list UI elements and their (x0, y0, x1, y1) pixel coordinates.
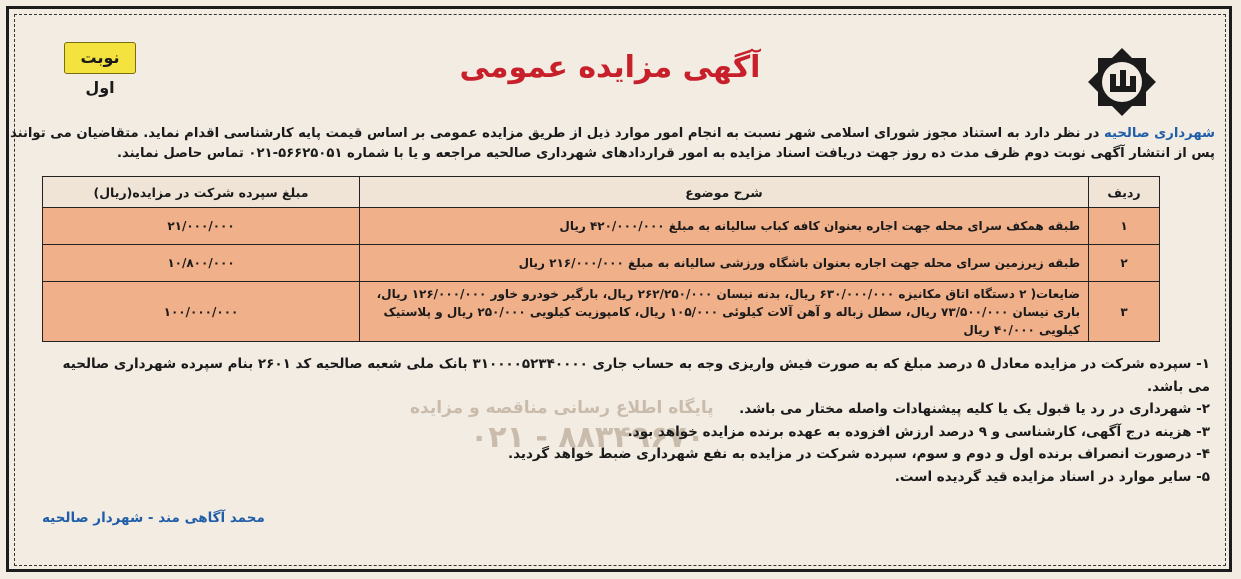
row-deposit-amount: ۱۰/۸۰۰/۰۰۰ (43, 245, 360, 282)
condition-item: ۳- هزینه درج آگهی، کارشناسی و ۹ درصد ارزش افزوده به عهده برنده مزایده خواهد بود. (627, 423, 1210, 440)
notice-title: آگهی مزایده عمومی (459, 50, 761, 85)
intro-line-1-text: در نظر دارد به استناد مجوز شورای اسلامی شهر نسبت به انجام امور موارد ذیل از طریق مزایده عمومی بر اساس قیمت پایه کارشناسی اقدام نماید. متقاضیان می توانند (9, 126, 1105, 141)
row-deposit-amount: ۲۱/۰۰۰/۰۰۰ (43, 208, 360, 245)
table-row (43, 208, 1160, 245)
condition-item: می باشد. (1146, 378, 1210, 395)
conditions-list (40, 353, 1210, 488)
table-row (43, 245, 1160, 282)
row-number: ۲ (1089, 245, 1160, 282)
row-description: ضایعات( ۲ دستگاه اتاق مکانیزه ۶۳۰/۰۰۰/۰۰۰ ریال، بدنه نیسان ۲۶۲/۲۵۰/۰۰۰ ریال، بارگیر خودرو خاور ۱۲۶/۰۰۰/۰۰۰ ریال، باری نیسان ۷۳/۵۰۰/۰۰۰ ریال، سطل زباله و آهن آلات کیلوئی ۱۰۵/۰۰۰ ریال، کامپوزیت کیلویی ۲۵۰/۰۰۰ ریال و پلاستیک کیلویی ۴۰/۰۰۰ ریال (360, 282, 1089, 342)
row-description: طبقه همکف سرای محله جهت اجاره بعنوان کافه کباب سالیانه به مبلغ ۴۲۰/۰۰۰/۰۰۰ ریال (360, 208, 1089, 245)
row-number: ۱ (1089, 208, 1160, 245)
row-number: ۳ (1089, 282, 1160, 342)
watermark-phone: ۰۲۱ - ۸۸۳۴۹۶۷۰ (470, 420, 705, 455)
municipality-logo-icon (1080, 40, 1164, 124)
intro-line-1 (9, 124, 1215, 144)
intro-paragraph (9, 124, 1215, 164)
intro-line-2: پس از انتشار آگهی نوبت دوم ظرف مدت ده روز جهت دریافت اسناد مزایده به امور قراردادهای شهرداری صالحیه مراجعه و یا با شماره ۵۶۶۲۵۰۵۱-۰۲۱ تماس حاصل نمایند. (117, 146, 1215, 161)
mayor-signature: محمد آگاهی مند - شهردار صالحیه (42, 510, 265, 526)
row-description: طبقه زیرزمین سرای محله جهت اجاره بعنوان باشگاه ورزشی سالیانه به مبلغ ۲۱۶/۰۰۰/۰۰۰ ریال (360, 245, 1089, 282)
condition-item: ۵- سایر موارد در اسناد مزایده قید گردیده است. (894, 468, 1210, 485)
table-row (43, 282, 1160, 342)
header-row-number: ردیف (1089, 177, 1160, 208)
watermark-text: پایگاه اطلاع رسانی مناقصه و مزایده (410, 398, 714, 418)
header-description: شرح موضوع (360, 177, 1089, 208)
auction-items-table (42, 176, 1160, 342)
organization-name: شهرداری صالحیه (1104, 126, 1215, 141)
round-badge: نوبت اول (64, 42, 136, 74)
header-deposit-amount: مبلغ سپرده شرکت در مزایده(ریال) (43, 177, 360, 208)
table-header-row (43, 177, 1160, 208)
condition-item: ۴- درصورت انصراف برنده اول و دوم و سوم، سپرده شرکت در مزایده به نفع شهرداری ضبط خواهد گردید. (507, 446, 1210, 462)
condition-item: ۲- شهرداری در رد یا قبول یک یا کلیه پیشنهادات واصله مختار می باشد. (739, 401, 1210, 417)
row-deposit-amount: ۱۰۰/۰۰۰/۰۰۰ (43, 282, 360, 342)
condition-item: ۱- سپرده شرکت در مزایده معادل ۵ درصد مبلغ که به صورت فیش واریزی وجه به حساب جاری ۳۱۰۰۰۰۵۲۳۴۰۰۰۰ بانک ملی شعبه صالحیه کد ۲۶۰۱ بنام سپرده شهرداری صالحیه (62, 356, 1210, 372)
